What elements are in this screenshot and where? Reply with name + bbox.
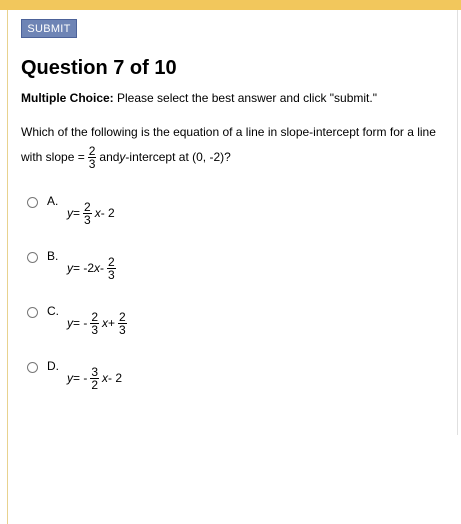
instructions — [21, 91, 377, 105]
fraction-numerator: 2 — [119, 309, 126, 324]
option-letter: D. — [47, 359, 59, 373]
var-x: x — [94, 261, 101, 275]
minus: - — [100, 261, 105, 275]
fraction-denominator: 3 — [84, 212, 91, 227]
tail: - 2 — [108, 371, 123, 385]
fraction — [83, 201, 92, 226]
fraction — [90, 366, 99, 391]
fraction — [107, 256, 116, 281]
question-suffix: -intercept at (0, -2)? — [125, 150, 231, 164]
option-letter: A. — [47, 194, 59, 208]
fraction-numerator: 2 — [91, 309, 99, 324]
instructions-label: Multiple Choice: — [21, 91, 114, 105]
option-letter: C. — [47, 304, 59, 318]
option-b-expression — [67, 252, 119, 284]
fraction-denominator: 2 — [91, 377, 99, 392]
var-y: y — [67, 371, 73, 385]
question-mid: and — [99, 150, 120, 164]
fraction-numerator: 2 — [88, 143, 96, 158]
plus: + — [108, 316, 116, 330]
question-text-line1: Which of the following is the equation of a line in slope-intercept form for a line — [21, 125, 436, 139]
equals: = - — [73, 316, 88, 330]
option-a-expression — [67, 197, 115, 229]
var-y: y — [67, 206, 73, 220]
question-prefix: with slope = — [21, 150, 85, 164]
submit-button[interactable]: SUBMIT — [21, 19, 77, 38]
fraction-numerator: 3 — [91, 364, 99, 379]
var-x: x — [102, 371, 109, 385]
radio-option-b[interactable] — [27, 252, 38, 263]
instructions-text: Please select the best answer and click "submit." — [113, 91, 377, 105]
fraction-numerator: 2 — [108, 254, 115, 269]
var-y: y — [67, 261, 73, 275]
fraction-denominator: 3 — [108, 267, 115, 282]
question-text-line2 — [21, 141, 231, 173]
top-accent-bar — [0, 0, 461, 10]
fraction — [118, 311, 127, 336]
radio-option-a[interactable] — [27, 197, 38, 208]
option-d-expression — [67, 362, 122, 394]
fraction-numerator: 2 — [84, 199, 91, 214]
radio-option-d[interactable] — [27, 362, 38, 373]
var-x: x — [102, 316, 109, 330]
option-c-expression — [67, 307, 130, 339]
var-x: x — [94, 206, 101, 220]
radio-option-c[interactable] — [27, 307, 38, 318]
fraction — [90, 311, 99, 336]
equals: = -2 — [73, 261, 95, 275]
question-title: Question 7 of 10 — [21, 57, 177, 79]
question-y-var: y — [119, 150, 126, 164]
slope-fraction — [88, 145, 97, 170]
var-y: y — [67, 316, 73, 330]
left-border — [7, 10, 8, 524]
fraction-denominator: 3 — [91, 322, 99, 337]
option-letter: B. — [47, 249, 59, 263]
right-border — [457, 10, 458, 435]
equals: = - — [73, 371, 88, 385]
fraction-denominator: 3 — [119, 322, 126, 337]
equals: = — [73, 206, 81, 220]
fraction-denominator: 3 — [88, 156, 96, 171]
tail: - 2 — [100, 206, 115, 220]
